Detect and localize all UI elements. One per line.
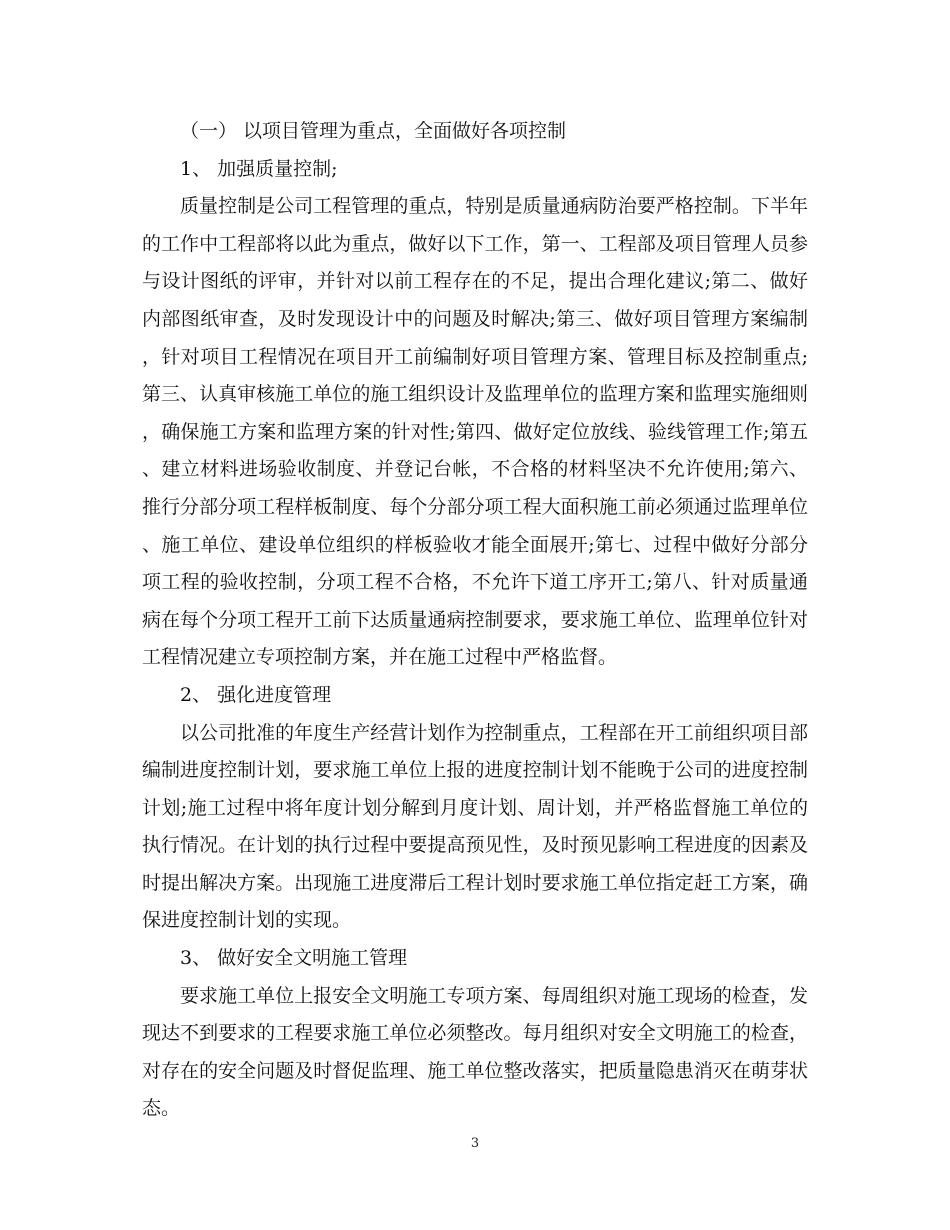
subsection-heading-safety: 3、 做好安全文明施工管理: [180, 947, 408, 970]
paragraph-safety-management: 要求施工单位上报安全文明施工专项方案、每周组织对施工现场的检查，发现达不到要求的工程要求施工单位必须整改。每月组织对安全文明施工的检查，对存在的安全问题及时督促监理、施工单位整改落实，把质量隐患消灭在萌芽状态。: [142, 984, 808, 1120]
paragraph-quality-control: 质量控制是公司工程管理的重点，特别是质量通病防治要严格控制。下半年的工作中工程部将以此为重点，做好以下工作，第一、工程部及项目管理人员参与设计图纸的评审，并针对以前工程存在的不足，提出合理化建议;第二、做好内部图纸审查，及时发现设计中的问题及时解决;第三、做好项目管理方案编制，针对项目工程情况在项目开工前编制好项目管理方案、管理目标及控制重点;第三、认真审核施工单位的施工组织设计及监理单位的监理方案和监理实施细则，确保施工方案和监理方案的针对性;第四、做好定位放线、验线管理工作;第五、建立材料进场验收制度、并登记台帐，不合格的材料坚决不允许使用;第六、推行分部分项工程样板制度、每个分部分项工程大面积施工前必须通过监理单位、施工单位、建设单位组织的样板验收才能全面展开;第七、过程中做好分部分项工程的验收控制，分项工程不合格，不允许下道工序开工;第八、针对质量通病在每个分项工程开工前下达质量通病控制要求，要求施工单位、监理单位针对工程情况建立专项控制方案，并在施工过程中严格监督。: [142, 195, 808, 669]
section-heading: （一） 以项目管理为重点，全面做好各项控制: [180, 120, 567, 142]
paragraph-schedule-management: 以公司批准的年度生产经营计划作为控制重点，工程部在开工前组织项目部编制进度控制计划，要求施工单位上报的进度控制计划不能晚于公司的进度控制计划;施工过程中将年度计划分解到月度计划、周计划，并严格监督施工单位的执行情况。在计划的执行过程中要提高预见性，及时预见影响工程进度的因素及时提出解决方案。出现施工进度滞后工程计划时要求施工单位指定赶工方案，确保进度控制计划的实现。: [142, 721, 808, 932]
subsection-heading-schedule: 2、 强化进度管理: [180, 683, 332, 706]
page-number: 3: [470, 1136, 480, 1151]
subsection-heading-quality: 1、 加强质量控制;: [180, 157, 338, 180]
document-body: [142, 113, 808, 1128]
